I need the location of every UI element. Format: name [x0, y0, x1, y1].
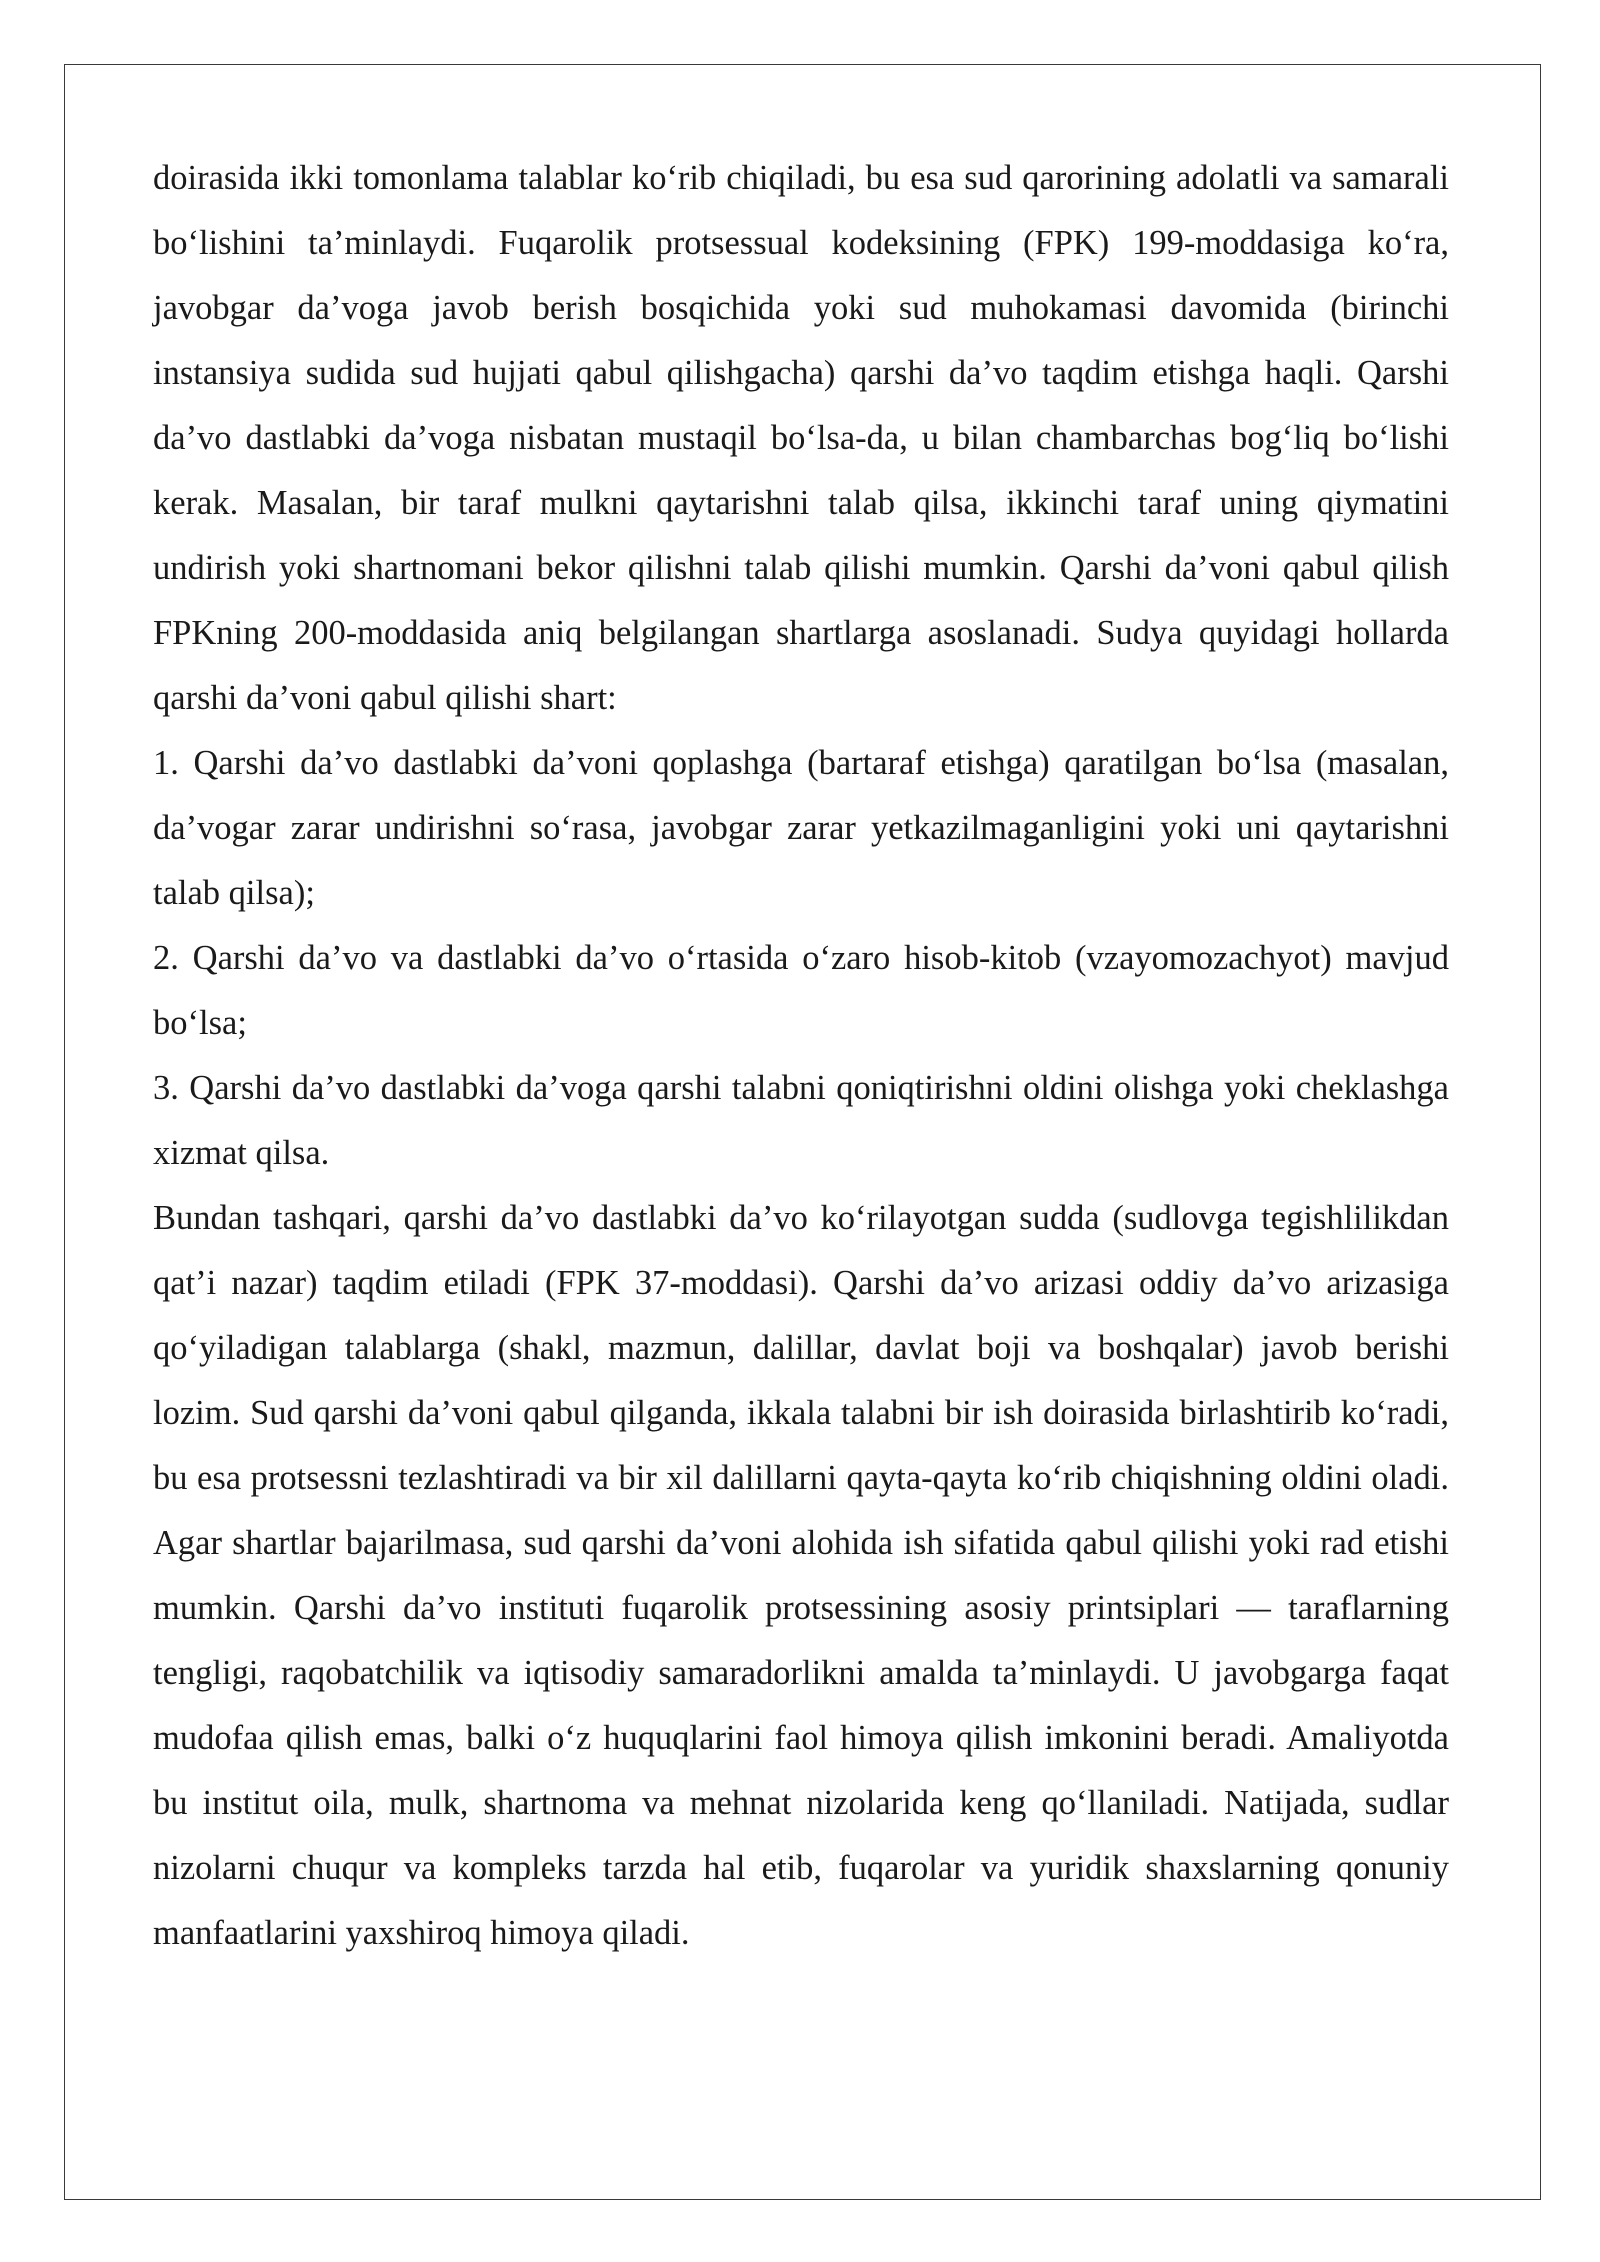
- list-item-1: 1. Qarshi da’vo dastlabki da’voni qoplashga (bartaraf etishga) qaratilgan bo‘lsa (masalan, da’vogar zarar undirishni so‘rasa, javobgar zarar yetkazilmaganligini yoki uni qaytarishni talab qilsa);: [153, 744, 1449, 912]
- list-item-3: 3. Qarshi da’vo dastlabki da’voga qarshi talabni qoniqtirishni oldini olishga yoki cheklashga xizmat qilsa.: [153, 1069, 1449, 1172]
- document-body: [153, 146, 1449, 1966]
- paragraph-conclusion: Bundan tashqari, qarshi da’vo dastlabki da’vo ko‘rilayotgan sudda (sudlovga tegishlilikdan qat’i nazar) taqdim etiladi (FPK 37-moddasi). Qarshi da’vo arizasi oddiy da’vo arizasiga qo‘yiladigan talablarga (shakl, mazmun, dalillar, davlat boji va boshqalar) javob berishi lozim. Sud qarshi da’voni qabul qilganda, ikkala talabni bir ish doirasida birlashtirib ko‘radi, bu esa protsessni tezlashtiradi va bir xil dalillarni qayta-qayta ko‘rib chiqishning oldini oladi. Agar shartlar bajarilmasa, sud qarshi da’voni alohida ish sifatida qabul qilishi yoki rad etishi mumkin. Qarshi da’vo instituti fuqarolik protsessining asosiy printsiplari — taraflarning tengligi, raqobatchilik va iqtisodiy samaradorlikni amalda ta’minlaydi. U javobgarga faqat mudofaa qilish emas, balki o‘z huquqlarini faol himoya qilish imkonini beradi. Amaliyotda bu institut oila, mulk, shartnoma va mehnat nizolarida keng qo‘llaniladi. Natijada, sudlar nizolarni chuqur va kompleks tarzda hal etib, fuqarolar va yuridik shaxslarning qonuniy manfaatlarini yaxshiroq himoya qiladi.: [153, 1199, 1449, 1952]
- list-item-2: 2. Qarshi da’vo va dastlabki da’vo o‘rtasida o‘zaro hisob-kitob (vzayomozachyot) mavjud bo‘lsa;: [153, 939, 1449, 1042]
- paragraph-intro: doirasida ikki tomonlama talablar ko‘rib chiqiladi, bu esa sud qarorining adolatli va samarali bo‘lishini ta’minlaydi. Fuqarolik protsessual kodeksining (FPK) 199-moddasiga ko‘ra, javobgar da’voga javob berish bosqichida yoki sud muhokamasi davomida (birinchi instansiya sudida sud hujjati qabul qilishgacha) qarshi da’vo taqdim etishga haqli. Qarshi da’vo dastlabki da’voga nisbatan mustaqil bo‘lsa-da, u bilan chambarchas bog‘liq bo‘lishi kerak. Masalan, bir taraf mulkni qaytarishni talab qilsa, ikkinchi taraf uning qiymatini undirish yoki shartnomani bekor qilishni talab qilishi mumkin. Qarshi da’voni qabul qilish FPKning 200-moddasida aniq belgilangan shartlarga asoslanadi. Sudya quyidagi hollarda qarshi da’voni qabul qilishi shart:: [153, 159, 1449, 717]
